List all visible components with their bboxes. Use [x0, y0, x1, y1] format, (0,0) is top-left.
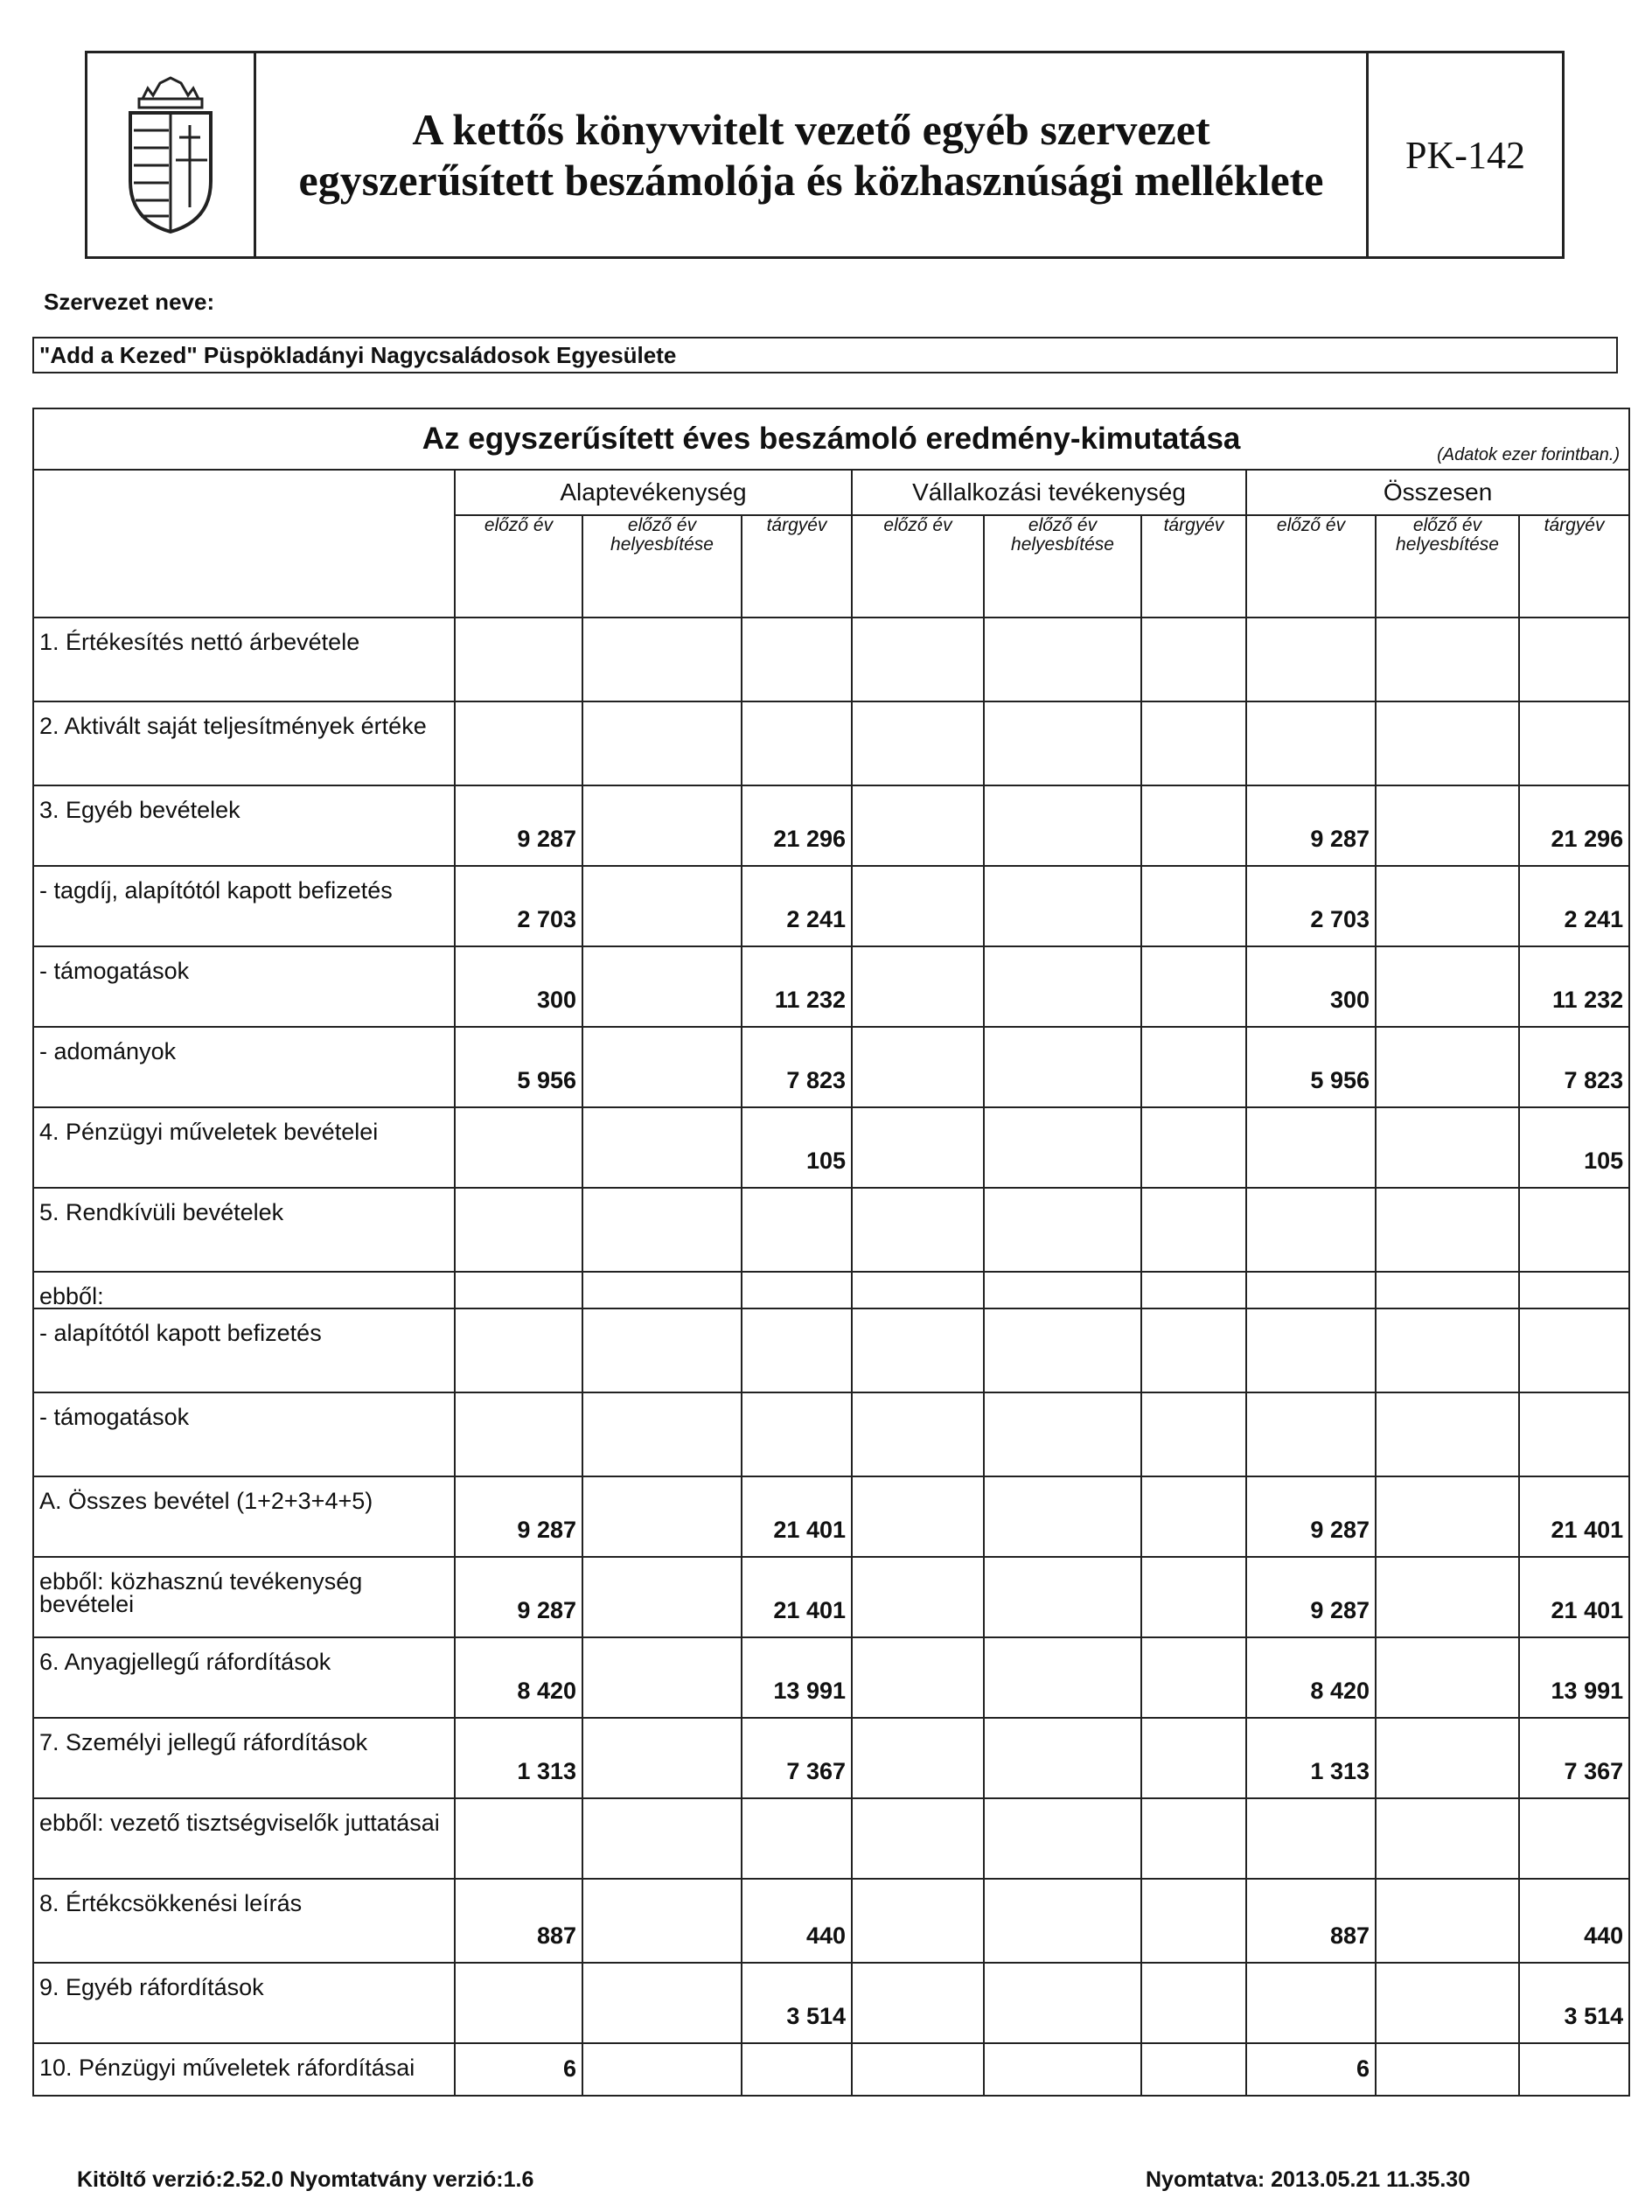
value-cell	[582, 1308, 742, 1392]
row-label: ebből: közhasznú tevékenység bevételei	[33, 1557, 455, 1637]
row-label: 9. Egyéb ráfordítások	[33, 1963, 455, 2043]
table-row	[33, 1188, 1629, 1272]
value-cell	[1141, 1879, 1246, 1963]
table-row	[33, 1308, 1629, 1392]
value-cell	[984, 1188, 1141, 1272]
subcol-header: előző év	[852, 515, 984, 618]
value-cell: 21 401	[742, 1557, 852, 1637]
table-title: Az egyszerűsített éves beszámoló eredmény-kimutatása	[422, 422, 1241, 456]
row-label: 1. Értékesítés nettó árbevétele	[33, 618, 455, 701]
value-cell	[742, 1308, 852, 1392]
value-cell	[1519, 701, 1629, 785]
value-cell	[852, 1963, 984, 2043]
hungarian-coat-of-arms-icon	[118, 76, 223, 234]
value-cell	[852, 1027, 984, 1107]
org-name-field: "Add a Kezed" Püspökladányi Nagycsaládosok Egyesülete	[32, 337, 1618, 373]
row-label: - adományok	[33, 1027, 455, 1107]
value-cell	[455, 701, 582, 785]
value-cell	[984, 618, 1141, 701]
value-cell	[1376, 1272, 1519, 1308]
row-label: - alapítótól kapott befizetés	[33, 1308, 455, 1392]
row-label: 2. Aktivált saját teljesítmények értéke	[33, 701, 455, 785]
value-cell	[582, 1476, 742, 1557]
value-cell	[1141, 1392, 1246, 1476]
group-header-total: Összesen	[1246, 470, 1629, 515]
value-cell	[742, 618, 852, 701]
value-cell	[984, 1963, 1141, 2043]
table-row	[33, 618, 1629, 701]
value-cell: 13 991	[1519, 1637, 1629, 1718]
value-cell: 887	[455, 1879, 582, 1963]
value-cell: 9 287	[1246, 785, 1376, 866]
value-cell	[984, 1879, 1141, 1963]
value-cell	[1519, 1188, 1629, 1272]
table-row	[33, 1107, 1629, 1188]
value-cell	[455, 618, 582, 701]
table-row	[33, 866, 1629, 946]
value-cell	[1376, 1879, 1519, 1963]
value-cell: 1 313	[1246, 1718, 1376, 1798]
value-cell	[852, 618, 984, 701]
table-row	[33, 1718, 1629, 1798]
value-cell	[1376, 1392, 1519, 1476]
row-label-header	[33, 470, 455, 618]
value-cell: 9 287	[455, 1476, 582, 1557]
value-cell	[852, 866, 984, 946]
value-cell: 21 401	[1519, 1557, 1629, 1637]
row-label: 8. Értékcsökkenési leírás	[33, 1879, 455, 1963]
value-cell	[852, 1188, 984, 1272]
table-row	[33, 1557, 1629, 1637]
value-cell: 5 956	[1246, 1027, 1376, 1107]
value-cell	[1519, 2043, 1629, 2096]
value-cell	[984, 866, 1141, 946]
value-cell: 7 823	[1519, 1027, 1629, 1107]
value-cell: 105	[1519, 1107, 1629, 1188]
value-cell: 21 401	[1519, 1476, 1629, 1557]
value-cell	[1246, 618, 1376, 701]
value-cell: 2 241	[742, 866, 852, 946]
value-cell	[1141, 946, 1246, 1027]
value-cell: 7 823	[742, 1027, 852, 1107]
value-cell: 5 956	[455, 1027, 582, 1107]
table-title-cell	[33, 408, 1629, 470]
value-cell	[984, 1308, 1141, 1392]
value-cell	[1376, 946, 1519, 1027]
value-cell	[852, 785, 984, 866]
value-cell	[582, 1107, 742, 1188]
value-cell: 9 287	[1246, 1476, 1376, 1557]
value-cell	[1141, 1718, 1246, 1798]
value-cell: 3 514	[1519, 1963, 1629, 2043]
value-cell	[1376, 1476, 1519, 1557]
income-statement-table	[32, 408, 1630, 2097]
value-cell	[852, 701, 984, 785]
value-cell	[1376, 866, 1519, 946]
value-cell	[1141, 1188, 1246, 1272]
value-cell: 2 241	[1519, 866, 1629, 946]
value-cell: 440	[1519, 1879, 1629, 1963]
value-cell	[742, 1798, 852, 1879]
value-cell	[582, 1027, 742, 1107]
form-title	[256, 53, 1369, 256]
form-title-line1: A kettős könyvvitelt vezető egyéb szervezet	[412, 105, 1210, 154]
value-cell	[984, 701, 1141, 785]
value-cell: 6	[1246, 2043, 1376, 2096]
form-code: PK-142	[1405, 133, 1525, 177]
value-cell: 6	[455, 2043, 582, 2096]
value-cell	[1141, 1963, 1246, 2043]
value-cell	[1376, 1308, 1519, 1392]
value-cell	[1141, 618, 1246, 701]
group-header-business: Vállalkozási tevékenység	[852, 470, 1246, 515]
value-cell	[852, 1557, 984, 1637]
value-cell	[984, 1637, 1141, 1718]
value-cell	[984, 2043, 1141, 2096]
value-cell	[582, 618, 742, 701]
value-cell	[455, 1272, 582, 1308]
org-name-label: Szervezet neve:	[44, 289, 215, 315]
value-cell: 11 232	[1519, 946, 1629, 1027]
value-cell	[852, 946, 984, 1027]
table-row	[33, 785, 1629, 866]
value-cell: 3 514	[742, 1963, 852, 2043]
value-cell	[852, 2043, 984, 2096]
row-label: 7. Személyi jellegű ráfordítások	[33, 1718, 455, 1798]
value-cell: 2 703	[1246, 866, 1376, 946]
value-cell	[984, 1027, 1141, 1107]
row-label: - tagdíj, alapítótól kapott befizetés	[33, 866, 455, 946]
row-label: ebből: vezető tisztségviselők juttatásai	[33, 1798, 455, 1879]
footer-version: Kitöltő verzió:2.52.0 Nyomtatvány verzió:1.6	[77, 2167, 534, 2192]
value-cell: 1 313	[455, 1718, 582, 1798]
coat-of-arms-cell	[87, 53, 256, 256]
value-cell	[852, 1718, 984, 1798]
value-cell	[1519, 1272, 1629, 1308]
value-cell	[1246, 1107, 1376, 1188]
row-label: 10. Pénzügyi műveletek ráfordításai	[33, 2043, 455, 2096]
value-cell: 300	[455, 946, 582, 1027]
value-cell	[1246, 1963, 1376, 2043]
value-cell	[852, 1392, 984, 1476]
value-cell	[1376, 701, 1519, 785]
subcol-header: tárgyév	[742, 515, 852, 618]
value-cell: 2 703	[455, 866, 582, 946]
value-cell	[455, 1308, 582, 1392]
subcol-header: előző év helyesbítése	[1376, 515, 1519, 618]
value-cell	[1246, 1308, 1376, 1392]
value-cell	[455, 1188, 582, 1272]
row-label: 3. Egyéb bevételek	[33, 785, 455, 866]
value-cell	[582, 1637, 742, 1718]
table-row	[33, 1272, 1629, 1308]
subcol-header: előző év	[1246, 515, 1376, 618]
value-cell	[582, 1798, 742, 1879]
value-cell	[1141, 1027, 1246, 1107]
form-header	[85, 51, 1565, 259]
value-cell	[1141, 1476, 1246, 1557]
value-cell: 105	[742, 1107, 852, 1188]
value-cell	[1376, 1188, 1519, 1272]
value-cell: 887	[1246, 1879, 1376, 1963]
value-cell	[1376, 1107, 1519, 1188]
table-row	[33, 1798, 1629, 1879]
value-cell	[582, 1272, 742, 1308]
value-cell	[582, 1188, 742, 1272]
table-row	[33, 1027, 1629, 1107]
value-cell	[1141, 1557, 1246, 1637]
value-cell	[1376, 618, 1519, 701]
value-cell	[582, 1718, 742, 1798]
subcol-header: előző év helyesbítése	[582, 515, 742, 618]
value-cell: 7 367	[1519, 1718, 1629, 1798]
value-cell	[742, 2043, 852, 2096]
row-label: - támogatások	[33, 946, 455, 1027]
row-label: 4. Pénzügyi műveletek bevételei	[33, 1107, 455, 1188]
value-cell	[984, 1718, 1141, 1798]
value-cell	[1141, 1308, 1246, 1392]
value-cell	[1376, 1637, 1519, 1718]
value-cell	[1246, 1392, 1376, 1476]
value-cell	[1376, 1963, 1519, 2043]
value-cell	[582, 2043, 742, 2096]
value-cell	[852, 1798, 984, 1879]
value-cell	[1141, 2043, 1246, 2096]
value-cell	[455, 1392, 582, 1476]
value-cell	[582, 1392, 742, 1476]
subcol-header: előző év helyesbítése	[984, 515, 1141, 618]
value-cell: 21 296	[742, 785, 852, 866]
value-cell	[852, 1637, 984, 1718]
row-label: 6. Anyagjellegű ráfordítások	[33, 1637, 455, 1718]
value-cell: 300	[1246, 946, 1376, 1027]
value-cell: 9 287	[455, 785, 582, 866]
value-cell	[1141, 785, 1246, 866]
value-cell: 13 991	[742, 1637, 852, 1718]
value-cell	[582, 1879, 742, 1963]
value-cell	[582, 785, 742, 866]
value-cell	[582, 1557, 742, 1637]
table-row	[33, 1392, 1629, 1476]
value-cell	[742, 1272, 852, 1308]
value-cell: 8 420	[455, 1637, 582, 1718]
table-row	[33, 1963, 1629, 2043]
value-cell	[1246, 1188, 1376, 1272]
value-cell: 7 367	[742, 1718, 852, 1798]
value-cell: 9 287	[455, 1557, 582, 1637]
value-cell	[984, 785, 1141, 866]
value-cell	[1376, 1798, 1519, 1879]
value-cell	[1376, 1718, 1519, 1798]
value-cell	[1141, 701, 1246, 785]
row-label: 5. Rendkívüli bevételek	[33, 1188, 455, 1272]
value-cell	[852, 1308, 984, 1392]
group-header-basic: Alaptevékenység	[455, 470, 852, 515]
subcol-header: tárgyév	[1141, 515, 1246, 618]
value-cell	[455, 1107, 582, 1188]
value-cell	[455, 1798, 582, 1879]
table-row	[33, 1879, 1629, 1963]
row-label: A. Összes bevétel (1+2+3+4+5)	[33, 1476, 455, 1557]
value-cell	[1246, 1272, 1376, 1308]
value-cell: 440	[742, 1879, 852, 1963]
value-cell	[1141, 1798, 1246, 1879]
value-cell	[582, 1963, 742, 2043]
value-cell	[1141, 1637, 1246, 1718]
value-cell	[742, 1188, 852, 1272]
table-row	[33, 701, 1629, 785]
row-label: - támogatások	[33, 1392, 455, 1476]
value-cell: 11 232	[742, 946, 852, 1027]
value-cell	[984, 1476, 1141, 1557]
value-cell	[852, 1879, 984, 1963]
value-cell	[852, 1476, 984, 1557]
value-cell	[1376, 1557, 1519, 1637]
value-cell	[1519, 1308, 1629, 1392]
value-cell: 21 296	[1519, 785, 1629, 866]
value-cell	[984, 1107, 1141, 1188]
value-cell	[1376, 2043, 1519, 2096]
value-cell	[1376, 785, 1519, 866]
unit-note: (Adatok ezer forintban.)	[1437, 445, 1621, 464]
value-cell	[984, 1798, 1141, 1879]
value-cell: 21 401	[742, 1476, 852, 1557]
value-cell	[984, 1392, 1141, 1476]
value-cell	[1376, 1027, 1519, 1107]
table-row	[33, 2043, 1629, 2096]
value-cell	[984, 1557, 1141, 1637]
value-cell	[852, 1107, 984, 1188]
value-cell	[1246, 1798, 1376, 1879]
value-cell	[852, 1272, 984, 1308]
row-label: ebből:	[33, 1272, 455, 1308]
value-cell	[984, 946, 1141, 1027]
subcol-header: előző év	[455, 515, 582, 618]
table-row	[33, 1637, 1629, 1718]
value-cell	[1141, 866, 1246, 946]
value-cell	[1519, 618, 1629, 701]
footer-print-date: Nyomtatva: 2013.05.21 11.35.30	[1146, 2167, 1471, 2192]
value-cell	[1141, 1272, 1246, 1308]
value-cell	[582, 866, 742, 946]
form-title-line2: egyszerűsített beszámolója és közhasznúsági melléklete	[298, 156, 1324, 205]
table-row	[33, 946, 1629, 1027]
value-cell: 9 287	[1246, 1557, 1376, 1637]
value-cell	[1141, 1107, 1246, 1188]
value-cell: 8 420	[1246, 1637, 1376, 1718]
value-cell	[984, 1272, 1141, 1308]
value-cell	[582, 701, 742, 785]
value-cell	[1519, 1798, 1629, 1879]
value-cell	[1246, 701, 1376, 785]
subcol-header: tárgyév	[1519, 515, 1629, 618]
value-cell	[742, 701, 852, 785]
table-row	[33, 1476, 1629, 1557]
value-cell	[1519, 1392, 1629, 1476]
value-cell	[582, 946, 742, 1027]
value-cell	[742, 1392, 852, 1476]
value-cell	[455, 1963, 582, 2043]
